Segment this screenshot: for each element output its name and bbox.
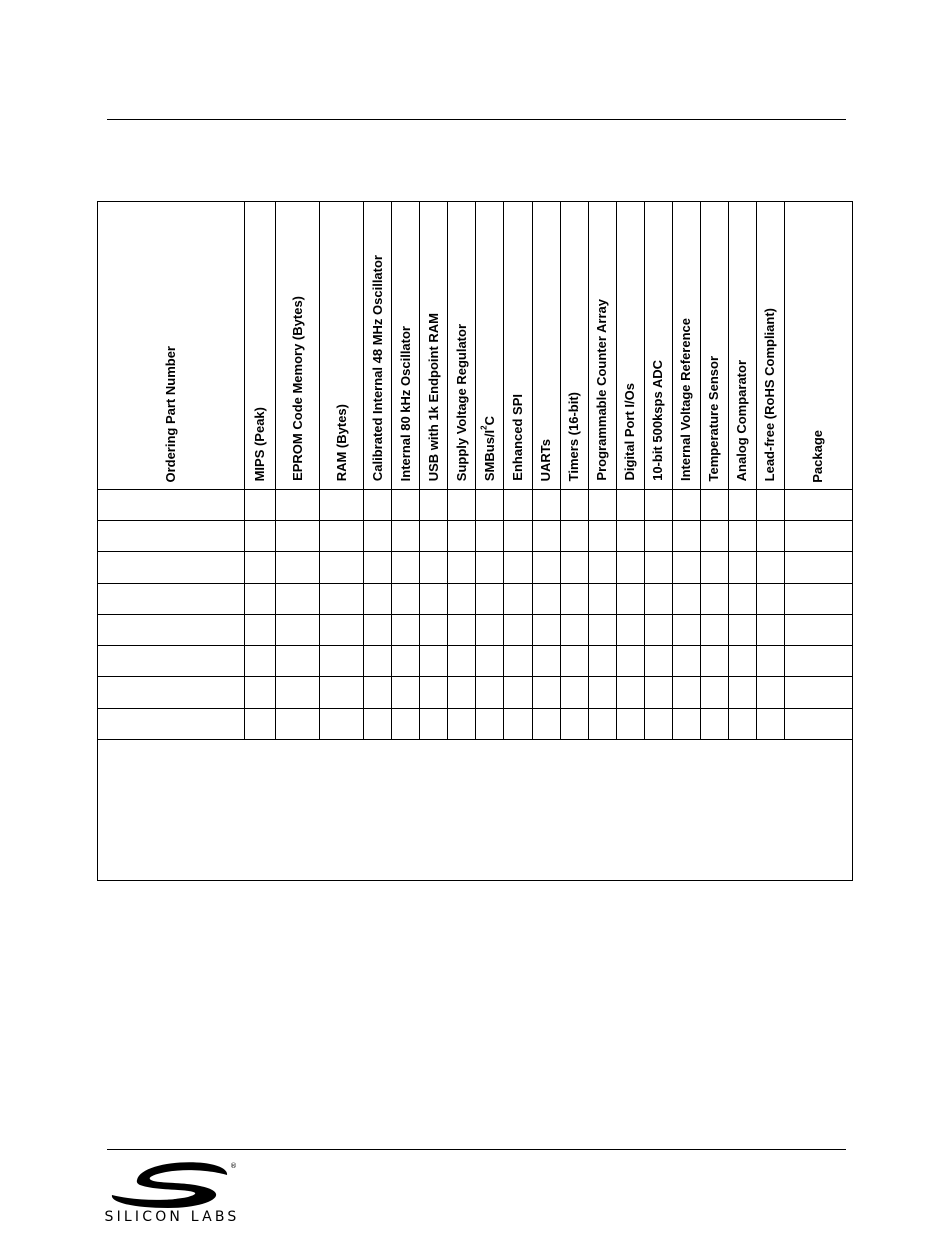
table-cell [476, 646, 504, 677]
table-cell [756, 708, 784, 739]
header-label: MIPS (Peak) [252, 406, 268, 481]
table-cell [532, 677, 560, 708]
table-cell [448, 521, 476, 552]
table-cell [504, 521, 532, 552]
table-cell [616, 583, 644, 614]
ordering-part-table [97, 201, 853, 881]
header-label: Temperature Sensor [706, 355, 722, 481]
table-row [98, 490, 853, 521]
table-cell [588, 521, 616, 552]
table-cell [364, 552, 392, 583]
table-cell [756, 614, 784, 645]
table-cell [616, 614, 644, 645]
header-lead-free [756, 202, 784, 490]
table-cell [728, 708, 756, 739]
header-smbus [476, 202, 504, 490]
table-cell [616, 646, 644, 677]
table-cell [392, 521, 420, 552]
table-cell [784, 583, 852, 614]
header-mips [245, 202, 276, 490]
table-cell [448, 614, 476, 645]
table-cell [588, 614, 616, 645]
table-cell [756, 521, 784, 552]
header-uarts [532, 202, 560, 490]
header-digital-io [616, 202, 644, 490]
table-cell [672, 708, 700, 739]
table-cell [756, 490, 784, 521]
table-cell [245, 708, 276, 739]
header-label: USB with 1k Endpoint RAM [425, 312, 441, 481]
table-cell [448, 646, 476, 677]
table-cell [364, 677, 392, 708]
table-cell [560, 490, 588, 521]
table-cell [672, 521, 700, 552]
table-header-row [98, 202, 853, 490]
table-notes-cell [98, 739, 853, 880]
table-cell [644, 521, 672, 552]
table-cell [616, 708, 644, 739]
table-cell [560, 708, 588, 739]
header-osc48 [364, 202, 392, 490]
table-cell [728, 521, 756, 552]
table-cell [476, 552, 504, 583]
header-label: Analog Comparator [734, 359, 750, 481]
table-cell [392, 490, 420, 521]
table-cell [784, 646, 852, 677]
table-cell [728, 583, 756, 614]
table-cell [364, 614, 392, 645]
table-cell [276, 583, 320, 614]
table-cell [700, 521, 728, 552]
table-cell [700, 552, 728, 583]
header-ram [320, 202, 364, 490]
table-cell [245, 552, 276, 583]
smbus-prefix: SMBus/I [481, 429, 497, 481]
table-cell [98, 552, 245, 583]
table-cell [532, 614, 560, 645]
table-cell [728, 677, 756, 708]
table-cell [560, 583, 588, 614]
table-cell [245, 521, 276, 552]
table-cell [320, 677, 364, 708]
header-label: Supply Voltage Regulator [453, 323, 469, 481]
table-cell [644, 490, 672, 521]
table-cell [504, 708, 532, 739]
table-cell [420, 708, 448, 739]
table-cell [98, 583, 245, 614]
table-row [98, 708, 853, 739]
header-spi [504, 202, 532, 490]
table-cell [756, 677, 784, 708]
table-cell [276, 677, 320, 708]
table-cell [784, 552, 852, 583]
table-cell [504, 646, 532, 677]
table-cell [532, 521, 560, 552]
table-notes-row [98, 739, 853, 880]
table-row [98, 521, 853, 552]
table-row [98, 552, 853, 583]
table-cell [532, 552, 560, 583]
table-cell [245, 490, 276, 521]
table-cell [420, 677, 448, 708]
table-cell [504, 552, 532, 583]
table-cell [98, 708, 245, 739]
table-cell [588, 646, 616, 677]
table-cell [700, 614, 728, 645]
header-adc [644, 202, 672, 490]
table-cell [476, 521, 504, 552]
table-body [98, 490, 853, 881]
header-vref [672, 202, 700, 490]
header-eprom [276, 202, 320, 490]
table-cell [756, 552, 784, 583]
header-label: Enhanced SPI [509, 394, 525, 481]
table-row [98, 677, 853, 708]
smbus-suffix: C [481, 415, 497, 426]
table-cell [672, 646, 700, 677]
table-cell [672, 583, 700, 614]
table-cell [320, 521, 364, 552]
table-cell [644, 583, 672, 614]
table-cell [616, 490, 644, 521]
header-label: Timers (16-bit) [566, 391, 582, 481]
table-cell [476, 677, 504, 708]
table-cell [700, 708, 728, 739]
table-cell [784, 677, 852, 708]
header-temp-sensor [700, 202, 728, 490]
header-label: Ordering Part Number [163, 346, 179, 483]
table-cell [784, 708, 852, 739]
table-cell [504, 490, 532, 521]
silicon-labs-wordmark: SILICON LABS [104, 1209, 240, 1225]
table-cell [644, 646, 672, 677]
table-cell [392, 552, 420, 583]
table-cell [420, 552, 448, 583]
table-cell [276, 614, 320, 645]
table-cell [320, 646, 364, 677]
table-cell [364, 646, 392, 677]
table-cell [756, 583, 784, 614]
table-cell [616, 552, 644, 583]
registered-mark: ® [230, 1162, 237, 1170]
header-rule [107, 119, 846, 120]
header-usb [420, 202, 448, 490]
table-cell [420, 614, 448, 645]
table-cell [364, 490, 392, 521]
footer-rule [107, 1149, 846, 1150]
silicon-labs-logo [104, 1160, 240, 1226]
header-comparator [728, 202, 756, 490]
table-cell [532, 708, 560, 739]
table-cell [560, 677, 588, 708]
table-cell [672, 552, 700, 583]
table-cell [560, 552, 588, 583]
table-cell [560, 521, 588, 552]
table-cell [420, 646, 448, 677]
header-pca [588, 202, 616, 490]
table-cell [448, 677, 476, 708]
table-cell [276, 490, 320, 521]
table-cell [784, 490, 852, 521]
table-cell [98, 646, 245, 677]
table-cell [532, 583, 560, 614]
header-label: Package [810, 430, 826, 483]
table-row [98, 583, 853, 614]
header-label: Internal Voltage Reference [678, 317, 694, 481]
smbus-superscript: 2 [479, 425, 489, 430]
table-cell [276, 521, 320, 552]
table-cell [728, 490, 756, 521]
table-cell [756, 646, 784, 677]
table-cell [588, 677, 616, 708]
table-cell [504, 677, 532, 708]
table-cell [644, 614, 672, 645]
table-cell [728, 646, 756, 677]
table-cell [320, 708, 364, 739]
header-ordering-part-number [98, 202, 245, 490]
table-cell [644, 708, 672, 739]
table-cell [448, 490, 476, 521]
table-cell [560, 646, 588, 677]
header-label: 10-bit 500ksps ADC [650, 360, 666, 481]
table-cell [672, 614, 700, 645]
table-cell [476, 490, 504, 521]
table-cell [644, 677, 672, 708]
header-package [784, 202, 852, 490]
table-cell [420, 521, 448, 552]
header-label: Internal 80 kHz Oscillator [397, 325, 413, 481]
table-cell [532, 646, 560, 677]
table-cell [98, 490, 245, 521]
header-regulator [448, 202, 476, 490]
table-cell [320, 490, 364, 521]
table-cell [392, 677, 420, 708]
table-cell [98, 677, 245, 708]
table-cell [276, 552, 320, 583]
table-cell [588, 708, 616, 739]
table-row [98, 646, 853, 677]
table-cell [448, 552, 476, 583]
table-cell [700, 646, 728, 677]
table-cell [392, 614, 420, 645]
table-cell [392, 583, 420, 614]
table-cell [245, 583, 276, 614]
table-cell [700, 490, 728, 521]
table-cell [320, 552, 364, 583]
header-label: Lead-free (RoHS Compliant) [762, 307, 778, 481]
table-cell [420, 490, 448, 521]
table-cell [588, 552, 616, 583]
header-label: UARTs [538, 438, 554, 481]
table-cell [700, 677, 728, 708]
table-cell [476, 708, 504, 739]
table-cell [560, 614, 588, 645]
table-cell [784, 614, 852, 645]
silicon-labs-swoosh-icon [104, 1160, 240, 1210]
header-label: RAM (Bytes) [333, 403, 349, 481]
header-label: Programmable Counter Array [594, 299, 610, 481]
table-cell [392, 646, 420, 677]
table-cell [504, 614, 532, 645]
table-cell [392, 708, 420, 739]
table-cell [476, 614, 504, 645]
table-cell [420, 583, 448, 614]
table-cell [616, 521, 644, 552]
table-cell [98, 614, 245, 645]
table-cell [588, 490, 616, 521]
table-cell [245, 614, 276, 645]
table-cell [616, 677, 644, 708]
table-cell [98, 521, 245, 552]
table-cell [728, 552, 756, 583]
table-cell [784, 521, 852, 552]
header-label: Calibrated Internal 48 MHz Oscillator [369, 254, 385, 481]
table-cell [476, 583, 504, 614]
header-osc80 [392, 202, 420, 490]
table-row [98, 614, 853, 645]
table-cell [504, 583, 532, 614]
table-cell [364, 708, 392, 739]
table-cell [364, 521, 392, 552]
table-cell [672, 677, 700, 708]
table-cell [364, 583, 392, 614]
table-cell [448, 583, 476, 614]
table-cell [672, 490, 700, 521]
table-cell [700, 583, 728, 614]
table-cell [245, 646, 276, 677]
table-cell [532, 490, 560, 521]
header-label [479, 415, 498, 481]
table-cell [728, 614, 756, 645]
table-cell [320, 583, 364, 614]
table-cell [245, 677, 276, 708]
table-cell [644, 552, 672, 583]
table-cell [276, 646, 320, 677]
header-label: Digital Port I/Os [622, 383, 638, 481]
table-cell [588, 583, 616, 614]
table-cell [320, 614, 364, 645]
table-cell [276, 708, 320, 739]
header-label: EPROM Code Memory (Bytes) [289, 296, 305, 481]
table-cell [448, 708, 476, 739]
header-timers [560, 202, 588, 490]
